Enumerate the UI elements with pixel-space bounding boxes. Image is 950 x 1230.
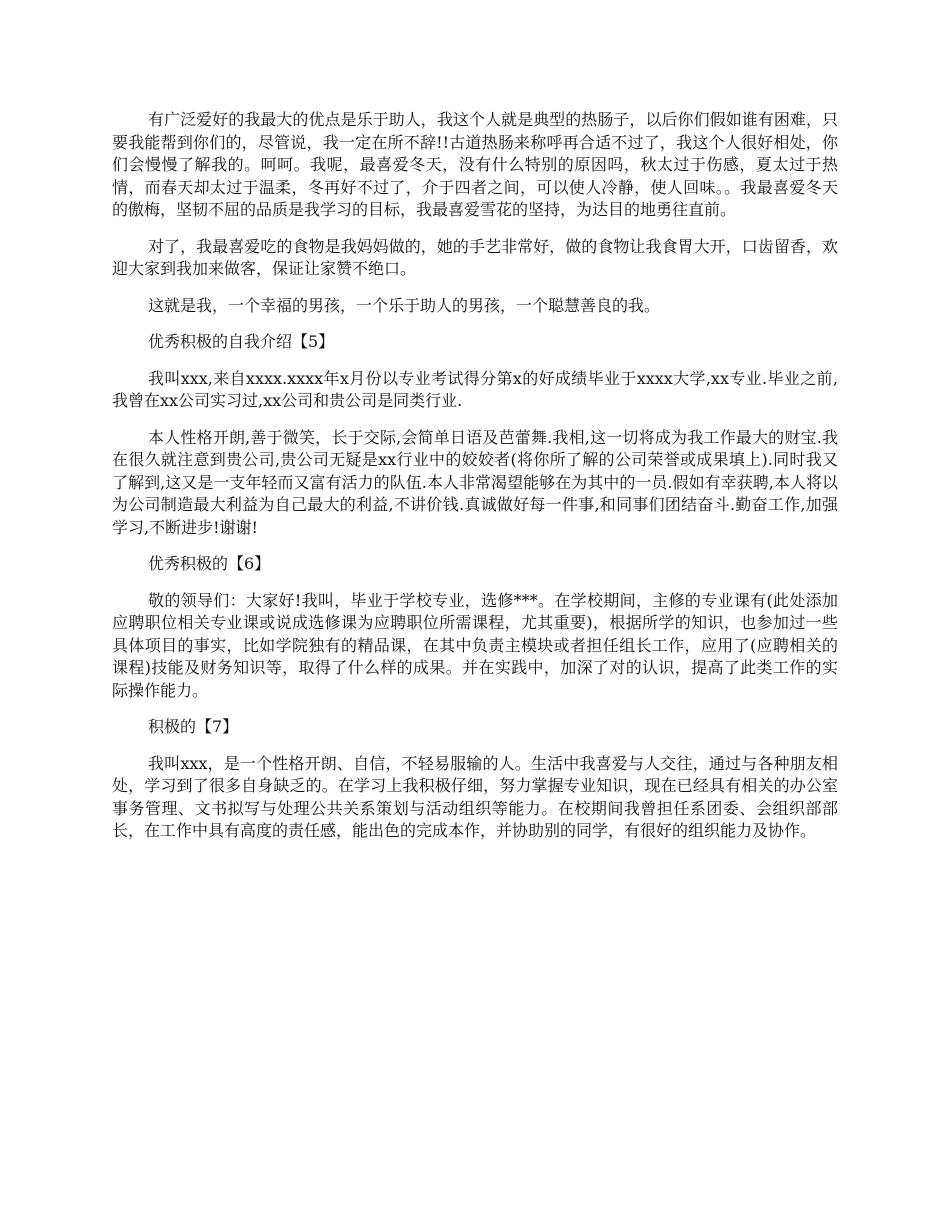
paragraph-self: 我叫xxx，是一个性格开朗、自信，不轻易服输的人。生活中我喜爱与人交往，通过与各种朋友相处，学习到了很多自身缺乏的。在学习上我积极仔细，努力掌握专业知识，现在已经具有相关的办公室事务管理、文书拟写与处理公共关系策划与活动组织等能力。在校期间我曾担任系团委、会组织部部长，在工作中具有高度的责任感，能出色的完成本作，并协助别的同学，有很好的组织能力及协作。 [112, 753, 838, 840]
paragraph-personality: 本人性格开朗,善于微笑，长于交际,会简单日语及芭蕾舞.我相,这一切将成为我工作最大的财宝.我在很久就注意到贵公司,贵公司无疑是xx行业中的姣姣者(将你所了解的公司荣誉或成果填上).同时我又了解到,这又是一支年轻而又富有活力的队伍.本人非常渴望能够在为其中的一员.假如有幸获聘,本人将以为公司制造最大利益为自己最大的利益,不讲价钱.真诚做好每一件事,和同事们团结奋斗.勤奋工作,加强学习,不断进步!谢谢! [112, 427, 838, 537]
paragraph-food: 对了，我最喜爱吃的食物是我妈妈做的，她的手艺非常好，做的食物让我食胃大开，口齿留香，欢迎大家到我加来做客，保证让家赞不绝口。 [112, 236, 838, 278]
document-body [112, 109, 838, 857]
section-heading-6: 优秀积极的【6】 [148, 554, 271, 573]
paragraph-summary: 这就是我，一个幸福的男孩，一个乐于助人的男孩，一个聪慧善良的我。 [148, 295, 661, 315]
paragraph-leaders: 敬的领导们：大家好!我叫，毕业于学校专业，选修***。在学校期间，主修的专业课有(此处添加应聘职位相关专业课或说成选修课为应聘职位所需课程，尤其重要)，根据所学的知识，也参加过一些具体项目的事实，比如学院独有的精品课，在其中负责主模块或者担任组长工作，应用了(应聘相关的课程)技能及财务知识等，取得了什么样的成果。并在实践中，加深了对的认识，提高了此类工作的实际操作能力。 [112, 590, 838, 700]
section-heading-7: 积极的【7】 [148, 717, 239, 736]
section-heading-5: 优秀积极的自我介绍【5】 [148, 332, 335, 351]
paragraph-education: 我叫xxx,来自xxxx.xxxx年x月份以专业考试得分第x的好成绩毕业于xxxx大学,xx专业.毕业之前,我曾在xx公司实习过,xx公司和贵公司是同类行业. [112, 368, 838, 410]
paragraph-helpful: 有广泛爱好的我最大的优点是乐于助人，我这个人就是典型的热肠子，以后你们假如谁有困难，只要我能帮到你们的，尽管说，我一定在所不辞!!古道热肠来称呼再合适不过了，我这个人很好相处，你们会慢慢了解我的。呵呵。我呢，最喜爱冬天，没有什么特别的原因吗，秋太过于伤感，夏太过于热情，而春天却太过于温柔，冬再好不过了，介于四者之间，可以使人冷静，使人回味。。我最喜爱冬天的傲梅，坚韧不屈的品质是我学习的目标，我最喜爱雪花的坚持，为达目的地勇往直前。 [112, 110, 838, 219]
